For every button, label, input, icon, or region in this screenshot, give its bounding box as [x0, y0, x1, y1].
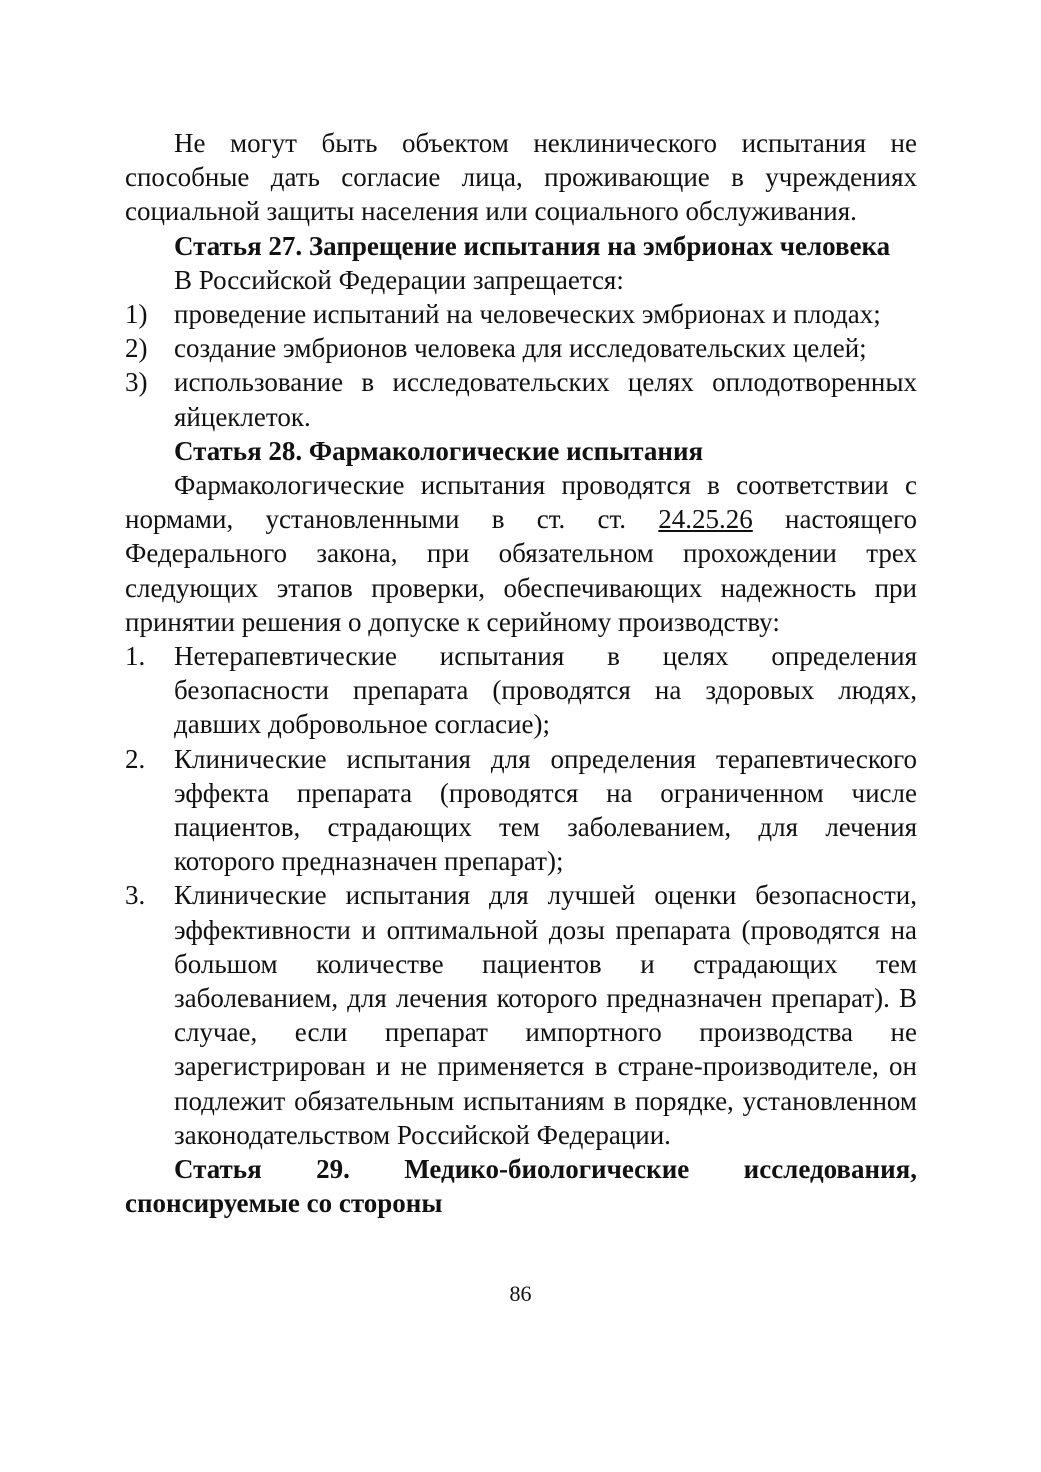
- list-number: 3): [125, 367, 148, 398]
- paragraph-text-before-link: Фармакологические испытания проводятся в соответствии с нормами, установленными в ст. ст.: [125, 470, 917, 535]
- list-item-text: Клинические испытания для определения терапевтического эффекта препарата (проводятся на ограниченном числе пациентов, страдающих тем заболеванием, для лечения которого предназначен препарат);: [174, 743, 917, 877]
- list-item-text: использование в исследовательских целях оплодотворенных яйцеклеток.: [174, 367, 917, 432]
- page-content: [125, 126, 917, 1221]
- list-item-text: создание эмбрионов человека для исследовательских целей;: [174, 333, 867, 364]
- article-27-item-2: [125, 331, 917, 365]
- article-27-heading: Статья 27. Запрещение испытания на эмбрионах человека: [174, 230, 891, 261]
- list-number: 3.: [125, 880, 146, 911]
- article-28-item-1: [125, 639, 917, 742]
- article-28-heading: Статья 28. Фармакологические испытания: [174, 435, 704, 466]
- list-number: 1.: [125, 641, 146, 672]
- list-item-text: Нетерапевтические испытания в целях определения безопасности препарата (проводятся на здоровых людях, давших добровольное согласие);: [174, 641, 917, 740]
- article-27-lead: В Российской Федерации запрещается:: [174, 264, 624, 295]
- list-number: 1): [125, 299, 148, 330]
- article-28-item-3: [125, 878, 917, 1152]
- article-28-item-2: [125, 742, 917, 879]
- list-number: 2.: [125, 743, 146, 774]
- list-item-text: Клинические испытания для лучшей оценки безопасности, эффективности и оптимальной дозы препарата (проводятся на большом количестве пациентов и страдающих тем заболеванием, для лечения которого предназначен препарат). В случае, если препарат импортного производства не зарегистрирован и не применяется в стране-производителе, он подлежит обязательным испытаниям в порядке, установленном законодательством Российской Федерации.: [174, 880, 917, 1150]
- intro-paragraph: Не могут быть объектом неклинического испытания не способные дать согласие лица, проживающие в учреждениях социальной защиты населения или социального обслуживания.: [125, 128, 917, 227]
- article-27-item-1: [125, 297, 917, 331]
- paragraph-text-after-link: настоящего Федерального закона, при обязательном прохождении трех следующих этапов проверки, обеспечивающих надежность при принятии решения о допуске к серийному производству:: [125, 504, 917, 637]
- article-reference-link[interactable]: 24.25.26: [658, 504, 753, 535]
- article-27-item-3: [125, 365, 917, 433]
- list-item-text: проведение испытаний на человеческих эмбрионах и плодах;: [174, 299, 881, 330]
- article-29-heading: Статья 29. Медико-биологические исследования, спонсируемые со стороны: [125, 1154, 917, 1219]
- list-number: 2): [125, 333, 148, 364]
- page-number: 86: [509, 1281, 532, 1306]
- article-28-paragraph: [125, 468, 917, 639]
